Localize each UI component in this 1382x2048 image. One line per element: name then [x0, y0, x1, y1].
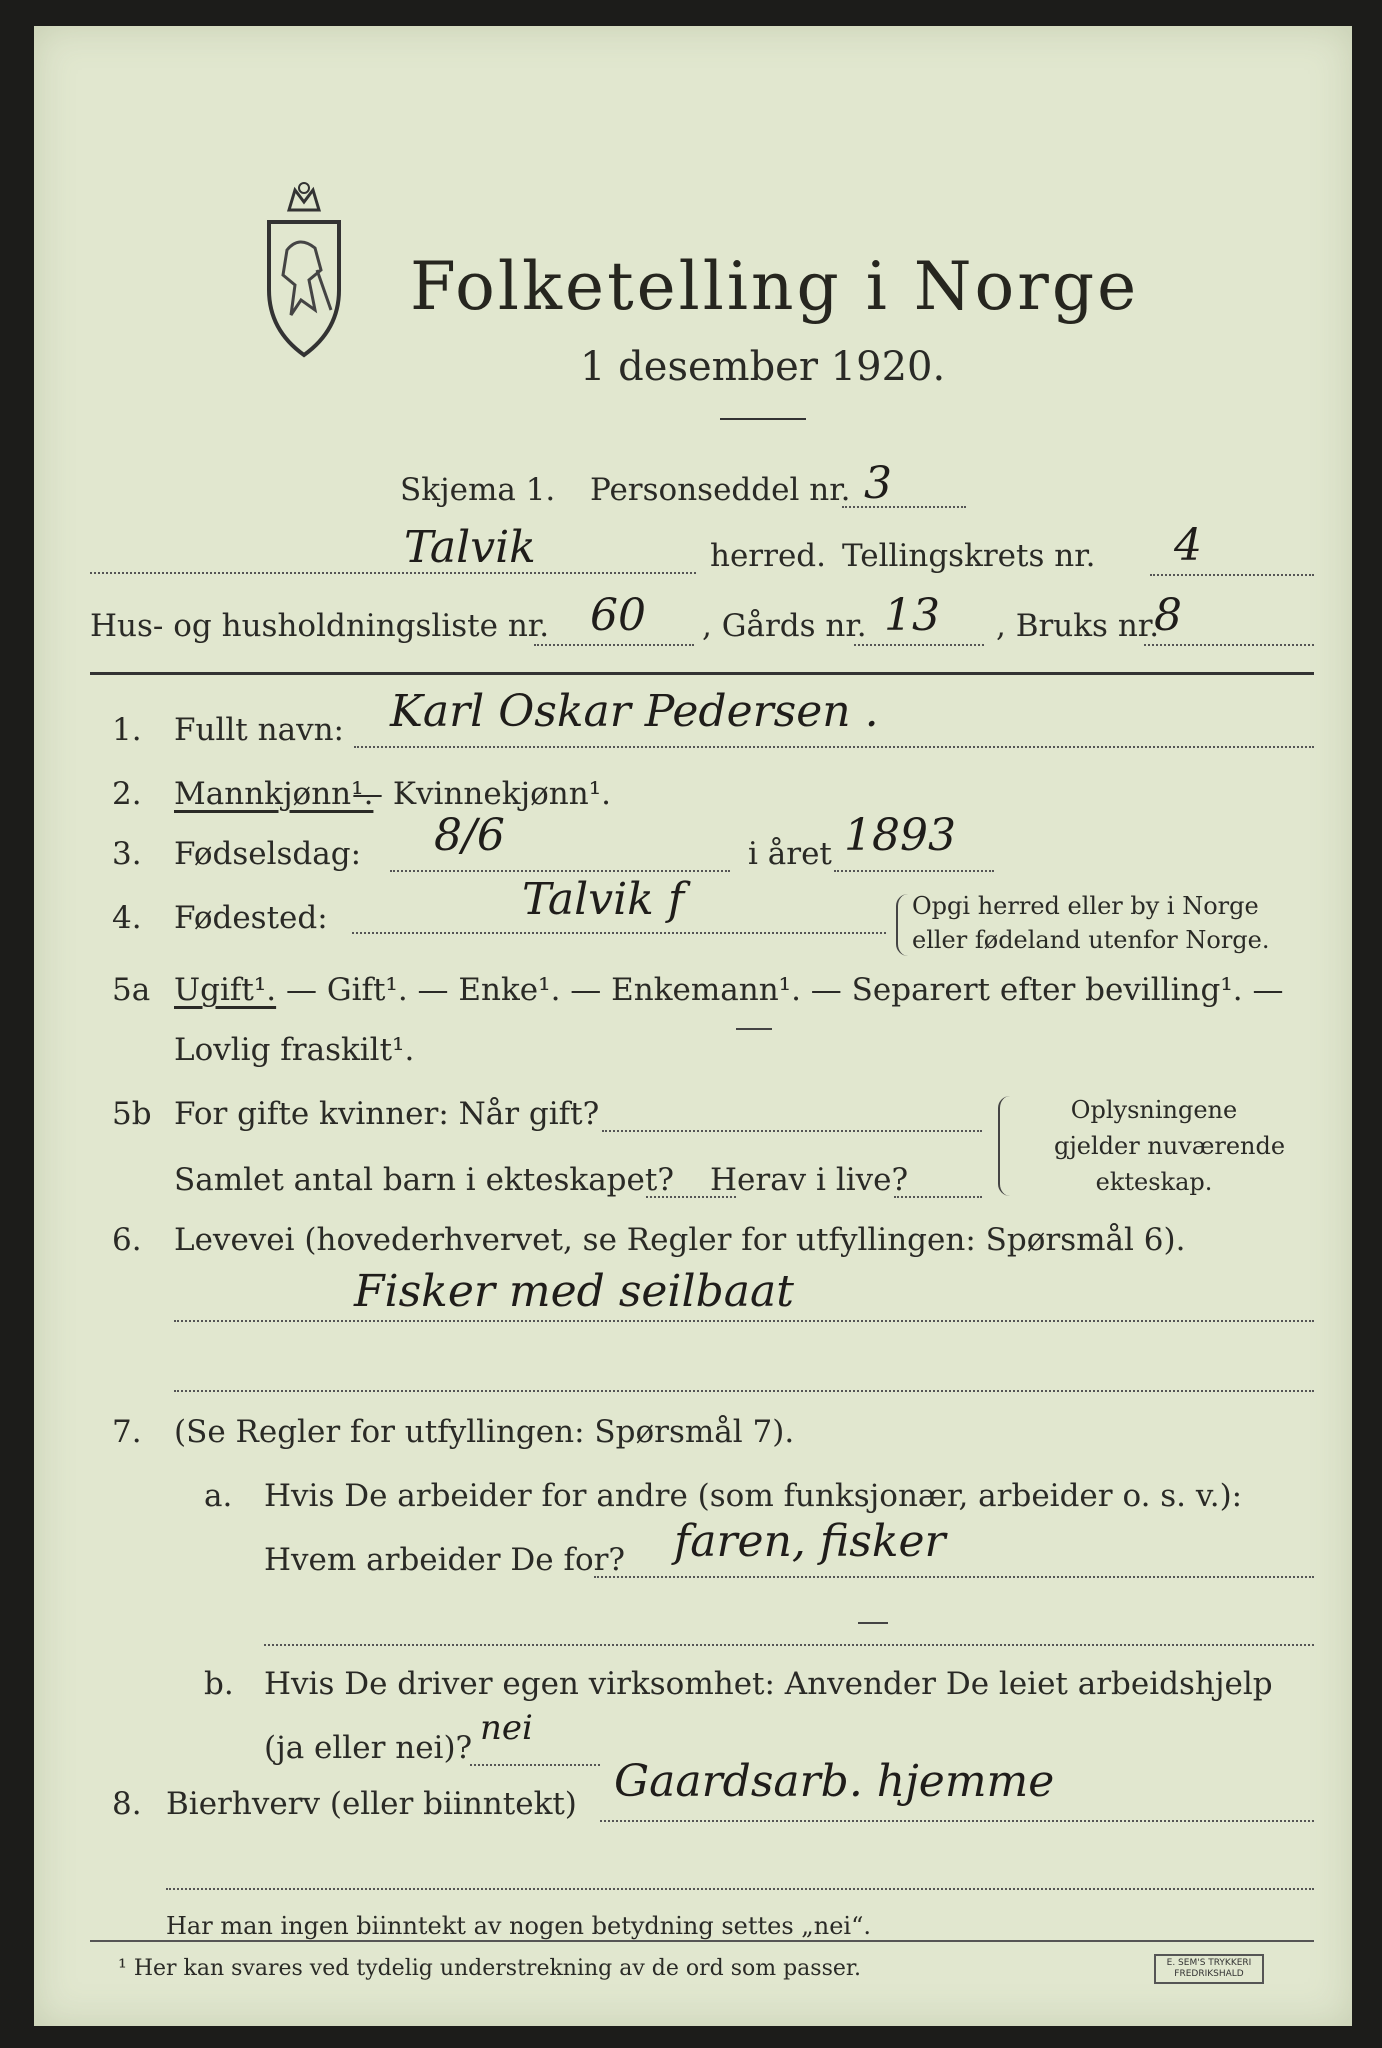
- q5a-options: [174, 972, 1283, 1008]
- q7a-label: Hvis De arbeider for andre (som funksjonær, arbeider o. s. v.):: [264, 1478, 1243, 1514]
- form-title: Folketelling i Norge: [410, 248, 1140, 325]
- occupation-value: Fisker med seilbaat: [354, 1266, 794, 1317]
- q5a-options-line2: Lovlig fraskilt¹.: [174, 1032, 415, 1068]
- footer-divider: [90, 1940, 1314, 1942]
- side-income-value: Gaardsarb. hjemme: [614, 1756, 1055, 1807]
- form-date: 1 desember 1920.: [580, 344, 946, 390]
- q1-label: Fullt navn:: [174, 712, 344, 748]
- birthplace-value: Talvik f: [522, 874, 685, 925]
- income-note: Har man ingen biinntekt av nogen betydning settes „nei“.: [166, 1912, 871, 1940]
- birth-year-value: 1893: [844, 810, 956, 861]
- title-divider: [720, 418, 806, 420]
- q4-note-line1: Opgi herred eller by i Norge: [912, 892, 1259, 920]
- q8-number: 8.: [112, 1786, 142, 1822]
- q5b-number: 5b: [112, 1096, 152, 1132]
- herred-value: Talvik: [404, 522, 536, 573]
- q7b-question: (ja eller nei)?: [264, 1730, 473, 1766]
- husholdningsliste-value: 60: [590, 590, 646, 641]
- printer-stamp-line2: FREDRIKSHALD: [1174, 1969, 1244, 1979]
- q3-label: Fødselsdag:: [174, 836, 362, 872]
- q4-note-line2: eller fødeland utenfor Norge.: [912, 926, 1270, 954]
- q7-label: (Se Regler for utfyllingen: Spørsmål 7).: [174, 1414, 795, 1450]
- husholdningsliste-label: Hus- og husholdningsliste nr.: [90, 608, 550, 644]
- q7-number: 7.: [112, 1414, 142, 1450]
- q5a-selected-option: Ugift¹.: [174, 972, 277, 1008]
- q7b-label: Hvis De driver egen virksomhet: Anvender De leiet arbeidshjelp: [264, 1666, 1273, 1702]
- q5a-other-options: — Gift¹. — Enke¹. — Enkemann¹. — Separert efter bevilling¹. —: [276, 972, 1284, 1008]
- q5b-note-line1: Oplysningene: [1070, 1096, 1238, 1124]
- census-form-sheet: [34, 26, 1352, 2026]
- printer-stamp-line1: E. SEM'S TRYKKERI: [1166, 1958, 1252, 1968]
- gaards-value: 13: [884, 590, 940, 641]
- norwegian-coat-of-arms-icon: [249, 180, 359, 360]
- q5b-alive-label: Herav i live?: [710, 1162, 909, 1198]
- hired-help-value: nei: [480, 1708, 533, 1748]
- employer-value: faren, fisker: [674, 1516, 946, 1567]
- tellingskrets-label: Tellingskrets nr.: [842, 538, 1096, 574]
- q4-label: Fødested:: [174, 900, 328, 936]
- q5b-note-line3: ekteskap.: [1095, 1168, 1213, 1196]
- full-name-value: Karl Oskar Pedersen .: [390, 686, 879, 737]
- q6-number: 6.: [112, 1222, 142, 1258]
- header-divider: [90, 672, 1314, 675]
- q3-number: 3.: [112, 836, 142, 872]
- q8-label: Bierhverv (eller biinntekt): [166, 1786, 577, 1822]
- q2-female-option: — Kvinnekjønn¹.: [352, 776, 611, 812]
- q5b-note-line2: gjelder nuværende: [1054, 1132, 1286, 1160]
- q2-male-option: Mannkjønn¹.: [174, 776, 374, 812]
- q6-label: Levevei (hovederhvervet, se Regler for utfyllingen: Spørsmål 6).: [174, 1222, 1186, 1258]
- personseddel-value: 3: [864, 458, 892, 509]
- schema-label: Skjema 1.: [400, 472, 556, 508]
- gaards-label: , Gårds nr.: [702, 608, 867, 644]
- q7a-question: Hvem arbeider De for?: [264, 1542, 626, 1578]
- birth-day-value: 8/6: [434, 810, 505, 861]
- q1-number: 1.: [112, 712, 142, 748]
- personseddel-label: Personseddel nr.: [590, 472, 851, 508]
- bruks-label: , Bruks nr.: [996, 608, 1160, 644]
- q4-number: 4.: [112, 900, 142, 936]
- q5b-label: For gifte kvinner: Når gift?: [174, 1096, 600, 1132]
- herred-label: herred.: [710, 538, 826, 574]
- q5a-number: 5a: [112, 972, 151, 1008]
- q2-number: 2.: [112, 776, 142, 812]
- footnote: ¹ Her kan svares ved tydelig understrekning av de ord som passer.: [118, 1956, 861, 1981]
- q7a-letter: a.: [204, 1478, 233, 1514]
- printer-stamp: [1154, 1954, 1264, 1984]
- q3-year-label: i året: [748, 836, 832, 872]
- bruks-value: 8: [1154, 590, 1182, 641]
- q7b-letter: b.: [204, 1666, 234, 1702]
- q5b-children-label: Samlet antal barn i ekteskapet?: [174, 1162, 674, 1198]
- tellingskrets-value: 4: [1174, 520, 1202, 571]
